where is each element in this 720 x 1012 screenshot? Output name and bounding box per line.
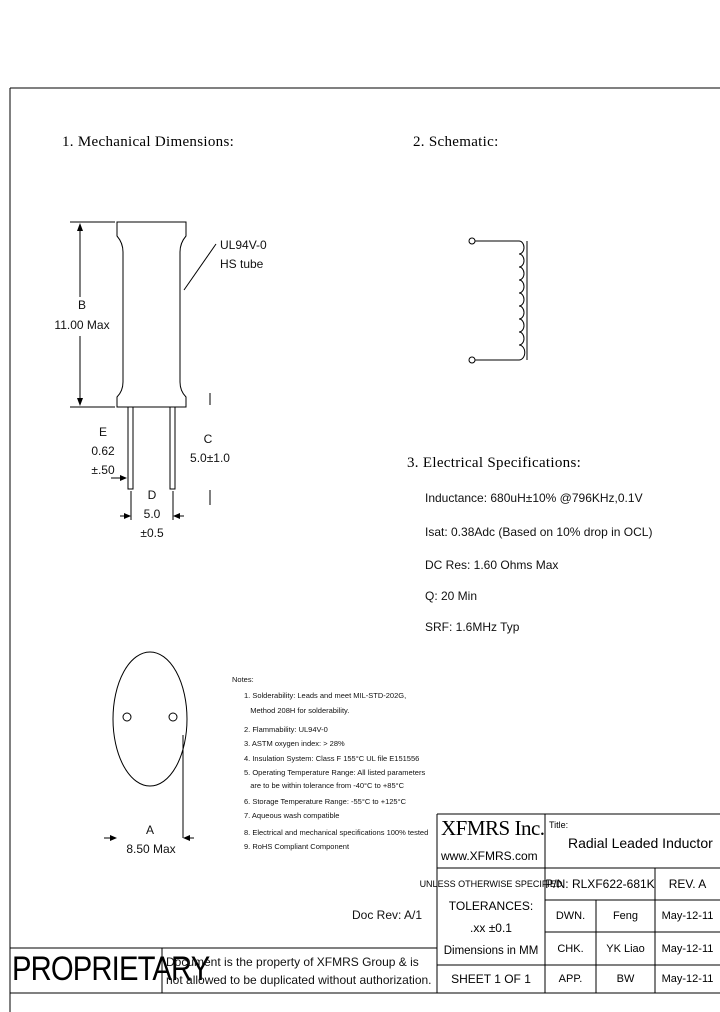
company-website: www.XFMRS.com xyxy=(441,849,538,863)
dimension-d-label: D xyxy=(147,488,157,502)
schematic-title: 2. Schematic: xyxy=(413,134,499,150)
dimension-a-value: 8.50 Max xyxy=(126,842,176,856)
dimension-b-value: 11.00 Max xyxy=(46,318,118,332)
tolerances-label: TOLERANCES: xyxy=(448,899,534,913)
approved-name: BW xyxy=(616,973,635,985)
electrical-specifications-title: 3. Electrical Specifications: xyxy=(407,455,582,471)
dimension-c-label: C xyxy=(203,432,213,446)
tube-material-label: UL94V-0 xyxy=(220,238,267,252)
note-item: Method 208H for solderability. xyxy=(244,706,350,715)
drawn-date: May-12-11 xyxy=(661,910,714,922)
note-item: 4. Insulation System: Class F 155°C UL file E151556 xyxy=(244,754,420,763)
checked-name: YK Liao xyxy=(606,942,645,955)
dimension-d-tolerance: ±0.5 xyxy=(140,526,164,540)
spec-isat: Isat: 0.38Adc (Based on 10% drop in OCL) xyxy=(425,525,653,539)
spec-inductance: Inductance: 680uH±10% @796KHz,0.1V xyxy=(425,491,643,505)
approved-date: May-12-11 xyxy=(661,973,714,985)
drawing-title: Radial Leaded Inductor xyxy=(568,835,713,851)
unless-otherwise-specified: UNLESS OTHERWISE SPECIFIED xyxy=(419,879,563,889)
note-item: 2. Flammability: UL94V-0 xyxy=(244,725,328,734)
document-revision: Doc Rev: A/1 xyxy=(352,908,423,922)
checked-label: CHK. xyxy=(557,942,584,955)
proprietary-notice-line-2: not allowed to be duplicated without authorization. xyxy=(166,973,432,987)
dimension-a-label: A xyxy=(145,823,154,837)
dimensions-unit: Dimensions in MM xyxy=(443,945,539,957)
tolerances-value: .xx ±0.1 xyxy=(470,921,512,935)
note-item: 3. ASTM oxygen index: > 28% xyxy=(244,739,345,748)
note-item: 7. Aqueous wash compatible xyxy=(244,811,340,820)
dimension-e-label: E xyxy=(98,425,107,439)
approved-label: APP. xyxy=(558,973,583,985)
spec-srf: SRF: 1.6MHz Typ xyxy=(425,620,520,634)
proprietary-word: PROPRIETARY xyxy=(12,950,210,988)
drawn-name: Feng xyxy=(612,910,639,922)
tube-type-label: HS tube xyxy=(220,257,264,271)
dimension-e-tolerance: ±.50 xyxy=(91,463,115,477)
dimension-e-value: 0.62 xyxy=(91,444,115,458)
note-item: 9. RoHS Compliant Component xyxy=(244,842,350,851)
dimension-b-label: B xyxy=(77,298,86,312)
notes-heading: Notes: xyxy=(232,675,254,684)
note-item: 6. Storage Temperature Range: -55°C to +125°C xyxy=(244,797,406,806)
drawn-label: DWN. xyxy=(555,910,586,922)
note-item: are to be within tolerance from -40°C to +85°C xyxy=(244,781,405,790)
note-item: 5. Operating Temperature Range: All listed parameters xyxy=(244,768,426,777)
company-name: XFMRS Inc. xyxy=(441,816,545,840)
part-number: P/N: RLXF622-681K xyxy=(545,877,655,891)
checked-date: May-12-11 xyxy=(661,942,714,955)
mechanical-dimensions-title: 1. Mechanical Dimensions: xyxy=(62,134,235,150)
spec-dc-resistance: DC Res: 1.60 Ohms Max xyxy=(425,558,559,572)
note-item: 1. Solderability: Leads and meet MIL-STD-202G, xyxy=(244,691,407,700)
dimension-c-value: 5.0±1.0 xyxy=(186,451,234,465)
proprietary-notice-line-1: Document is the property of XFMRS Group & is xyxy=(166,955,419,969)
revision: REV. A xyxy=(668,877,707,891)
spec-q: Q: 20 Min xyxy=(425,589,478,603)
title-label: Title: xyxy=(549,820,569,830)
dimension-d-value: 5.0 xyxy=(134,507,170,521)
sheet-number: SHEET 1 OF 1 xyxy=(451,972,531,986)
note-item: 8. Electrical and mechanical specifications 100% tested xyxy=(244,828,429,837)
